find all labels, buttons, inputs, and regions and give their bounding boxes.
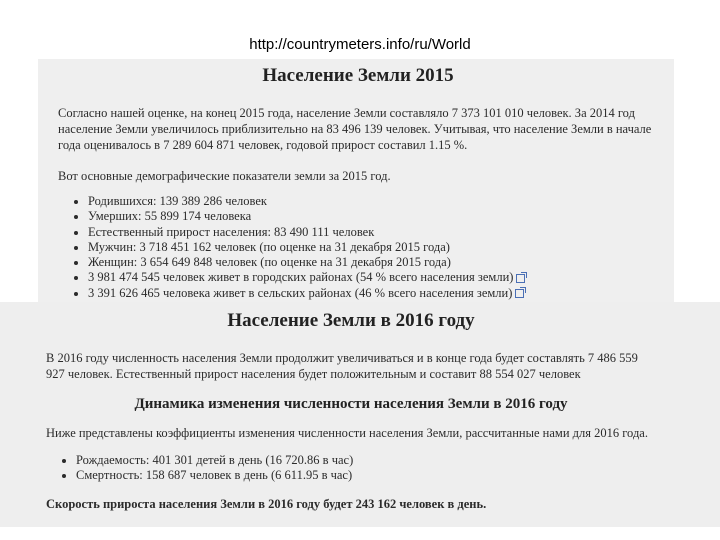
list-item: • Умерших: 55 899 174 человека: [88, 209, 674, 224]
list-item: • Женщин: 3 654 649 848 человек (по оценке на 31 декабря 2015 года): [88, 255, 674, 270]
growth-rate-text: Скорость прироста населения Земли в 2016 году будет 243 162 человек в день.: [46, 496, 487, 511]
section-2016-title: Население Земли в 2016 году: [227, 310, 475, 331]
stats-2016-list: [46, 453, 720, 484]
section-2015-intro: Согласно нашей оценке, на конец 2015 года, население Земли составляло 7 373 101 010 человек. За 2014 год население Земли увеличилось приблизительно на 83 496 139 человек. Учитывая, что население Земли в начале года оценивалось в 7 289 604 871 человек, годовой прирост составил 1.15 %.: [58, 106, 652, 152]
coefficients-text: Ниже представлены коэффициенты изменения численности населения Земли, рассчитанные нами для 2016 года.: [46, 426, 648, 440]
list-item: • Мужчин: 3 718 451 162 человек (по оценке на 31 декабря 2015 года): [88, 240, 674, 255]
list-item[interactable]: • 3 981 474 545 человек живет в городских районах (54 % всего населения земли): [88, 270, 674, 285]
external-link-icon[interactable]: [515, 289, 524, 298]
list-item: • Смертность: 158 687 человек в день (6 611.95 в час): [76, 468, 720, 483]
section-2015-lead: Вот основные демографические показатели земли за 2015 год.: [58, 169, 391, 183]
section-2016-intro: В 2016 году численность населения Земли продолжит увеличиваться и в конце года будет составлять 7 486 559 927 человек. Естественный прирост населения будет положительным и составит 88 554 027 человек: [46, 351, 638, 381]
list-item: • Естественный прирост населения: 83 490 111 человек: [88, 225, 674, 240]
population-2016-screenshot: [0, 302, 720, 527]
list-item: • Родившихся: 139 389 286 человек: [88, 194, 674, 209]
section-2015-title: Население Земли 2015: [262, 65, 454, 86]
source-url: http://countrymeters.info/ru/World: [249, 36, 471, 53]
list-item[interactable]: • 3 391 626 465 человека живет в сельских районах (46 % всего населения земли): [88, 286, 674, 301]
population-2015-screenshot: [38, 59, 674, 304]
dynamics-title: Динамика изменения численности населения Земли в 2016 году: [134, 396, 568, 412]
list-item: • Рождаемость: 401 301 детей в день (16 720.86 в час): [76, 453, 720, 468]
external-link-icon[interactable]: [516, 274, 525, 283]
stats-2015-list: [58, 194, 674, 301]
